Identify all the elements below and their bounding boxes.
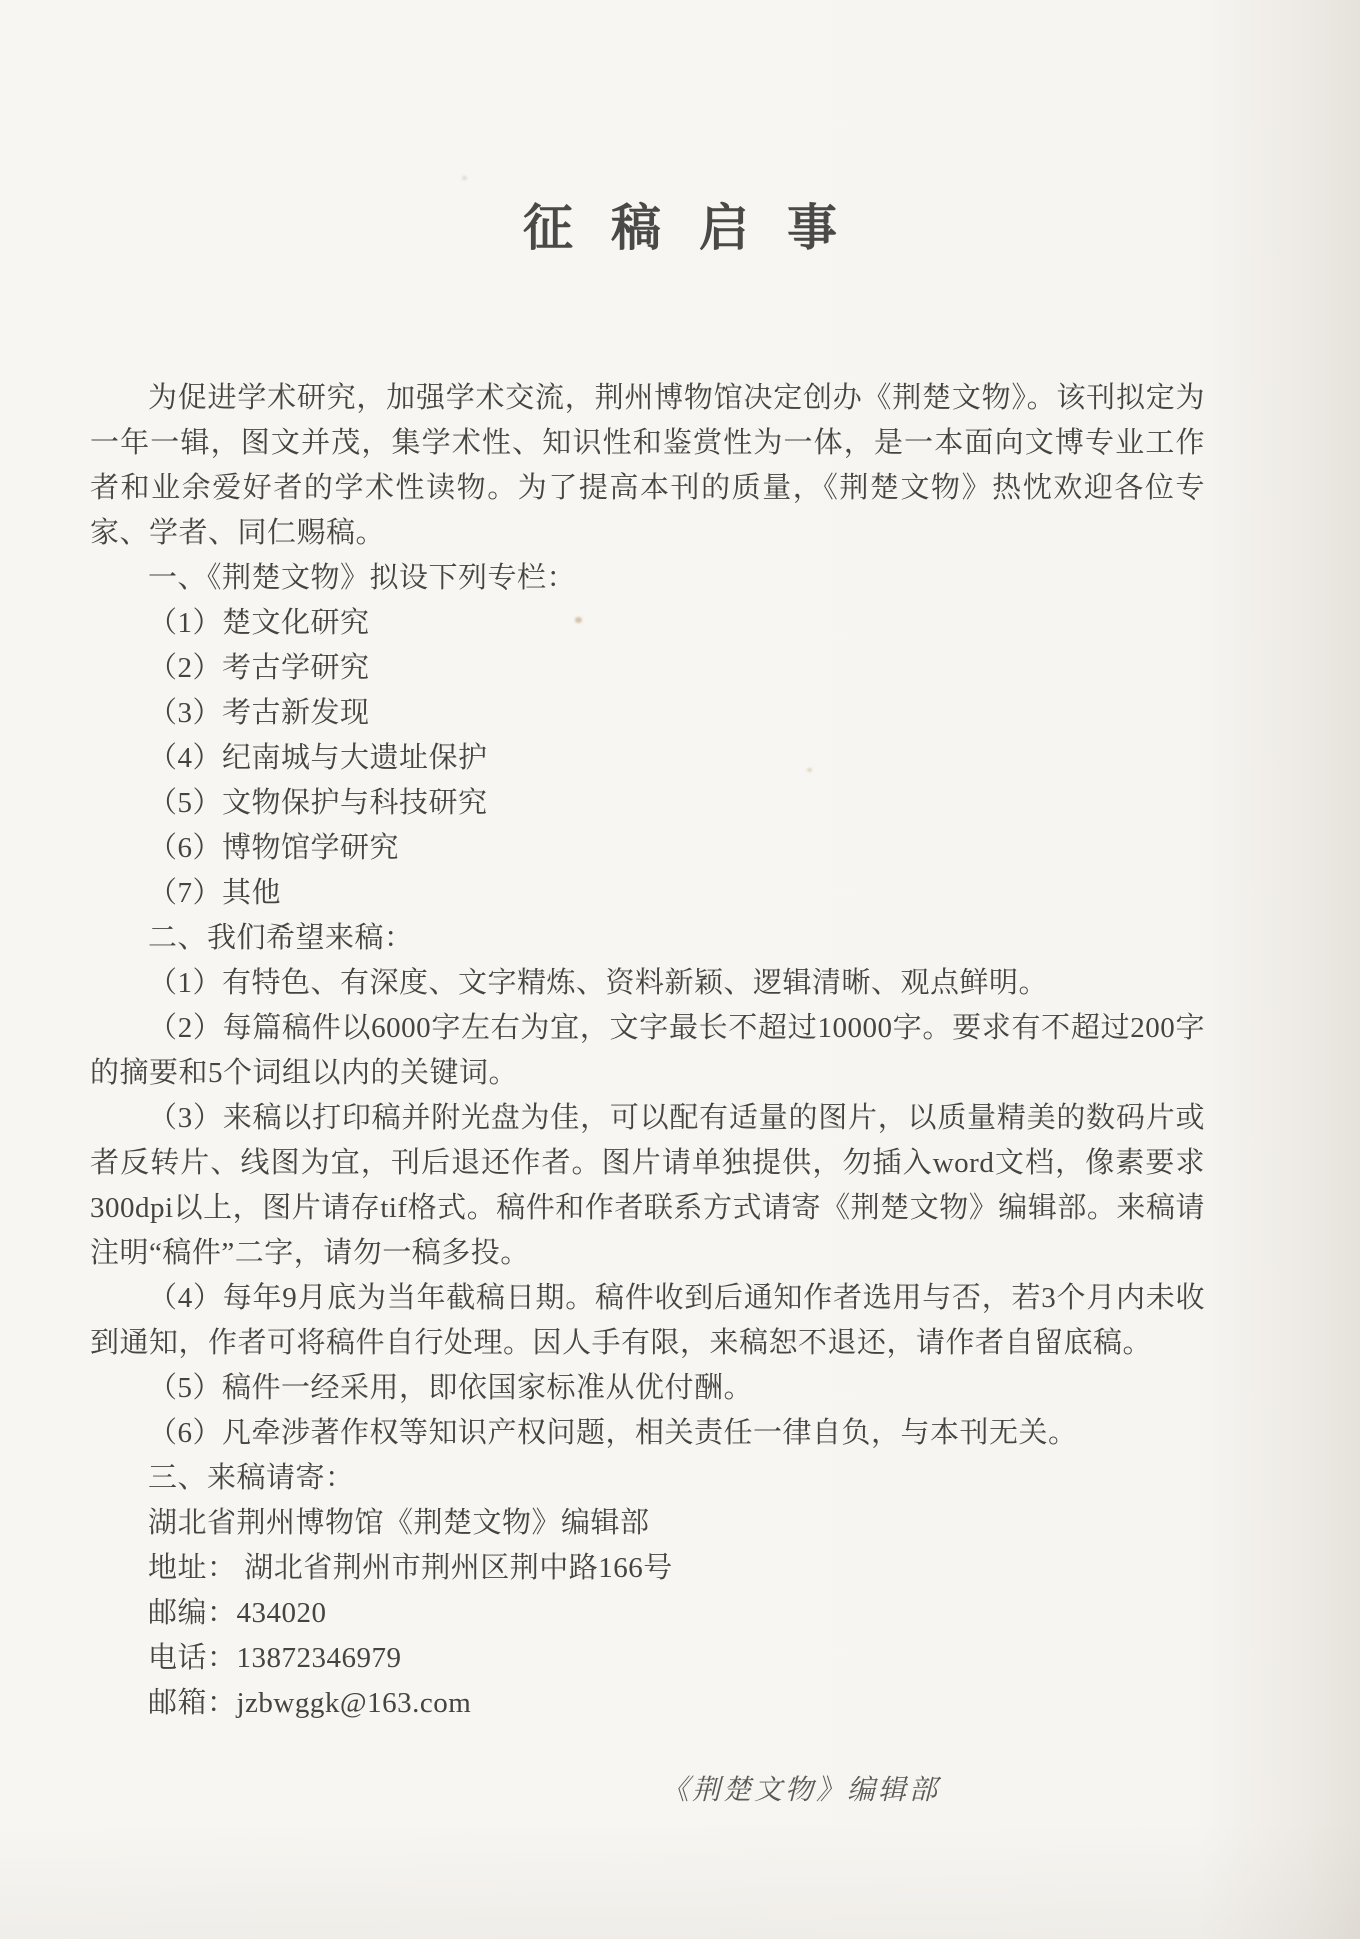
section-1-heading: 一、《荆楚文物》拟设下列专栏： (148, 562, 577, 594)
section-1-item-1: （1）楚文化研究 (148, 607, 370, 639)
address-line: 地址： 湖北省荆州市荆州区荆中路166号 (148, 1552, 673, 1584)
section-1-item-3: （3）考古新发现 (148, 697, 370, 729)
section-2-item-6: （6）凡牵涉著作权等知识产权问题，相关责任一律自负，与本刊无关。 (148, 1417, 1078, 1449)
section-2-heading: 二、我们希望来稿： (148, 922, 414, 954)
section-1-item-4: （4）纪南城与大遗址保护 (148, 742, 488, 774)
section-1-item-2: （2）考古学研究 (148, 652, 370, 684)
section-2-item-2: （2）每篇稿件以6000字左右为宜，文字最长不超过10000字。要求有不超过200字的摘要和5个词组以内的关键词。 (90, 1012, 1205, 1089)
editorial-signature: 《荆楚文物》编辑部 (660, 1775, 940, 1806)
section-1-item-7: （7）其他 (148, 877, 282, 909)
page-title: 征稿启事 (523, 200, 875, 256)
email-line: 邮箱：jzbwggk@163.com (148, 1687, 472, 1719)
document-body (90, 258, 1205, 1726)
section-2-item-3: （3）来稿以打印稿并附光盘为佳，可以配有适量的图片，以质量精美的数码片或者反转片、线图为宜，刊后退还作者。图片请单独提供，勿插入word文档，像素要求300dpi以上，图片请存tif格式。稿件和作者联系方式请寄《荆楚文物》编辑部。来稿请注明“稿件”二字，请勿一稿多投。 (90, 1102, 1205, 1269)
section-3-heading: 三、来稿请寄： (148, 1462, 355, 1494)
mailing-org-line: 湖北省荆州博物馆《荆楚文物》编辑部 (148, 1507, 650, 1539)
postal-code-line: 邮编：434020 (148, 1597, 327, 1629)
intro-paragraph: 为促进学术研究，加强学术交流，荆州博物馆决定创办《荆楚文物》。该刊拟定为一年一辑，图文并茂，集学术性、知识性和鉴赏性为一体，是一本面向文博专业工作者和业余爱好者的学术性读物。为了提高本刊的质量，《荆楚文物》热忱欢迎各位专家、学者、同仁赐稿。 (90, 382, 1205, 549)
section-2-item-5: （5）稿件一经采用，即依国家标准从优付酬。 (148, 1372, 754, 1404)
section-2-item-4: （4）每年9月底为当年截稿日期。稿件收到后通知作者选用与否，若3个月内未收到通知，作者可将稿件自行处理。因人手有限，来稿恕不退还，请作者自留底稿。 (90, 1282, 1205, 1359)
section-1-item-6: （6）博物馆学研究 (148, 832, 400, 864)
phone-line: 电话：13872346979 (148, 1642, 402, 1674)
section-1-item-5: （5）文物保护与科技研究 (148, 787, 488, 819)
section-2-item-1: （1）有特色、有深度、文字精炼、资料新颖、逻辑清晰、观点鲜明。 (148, 967, 1049, 999)
